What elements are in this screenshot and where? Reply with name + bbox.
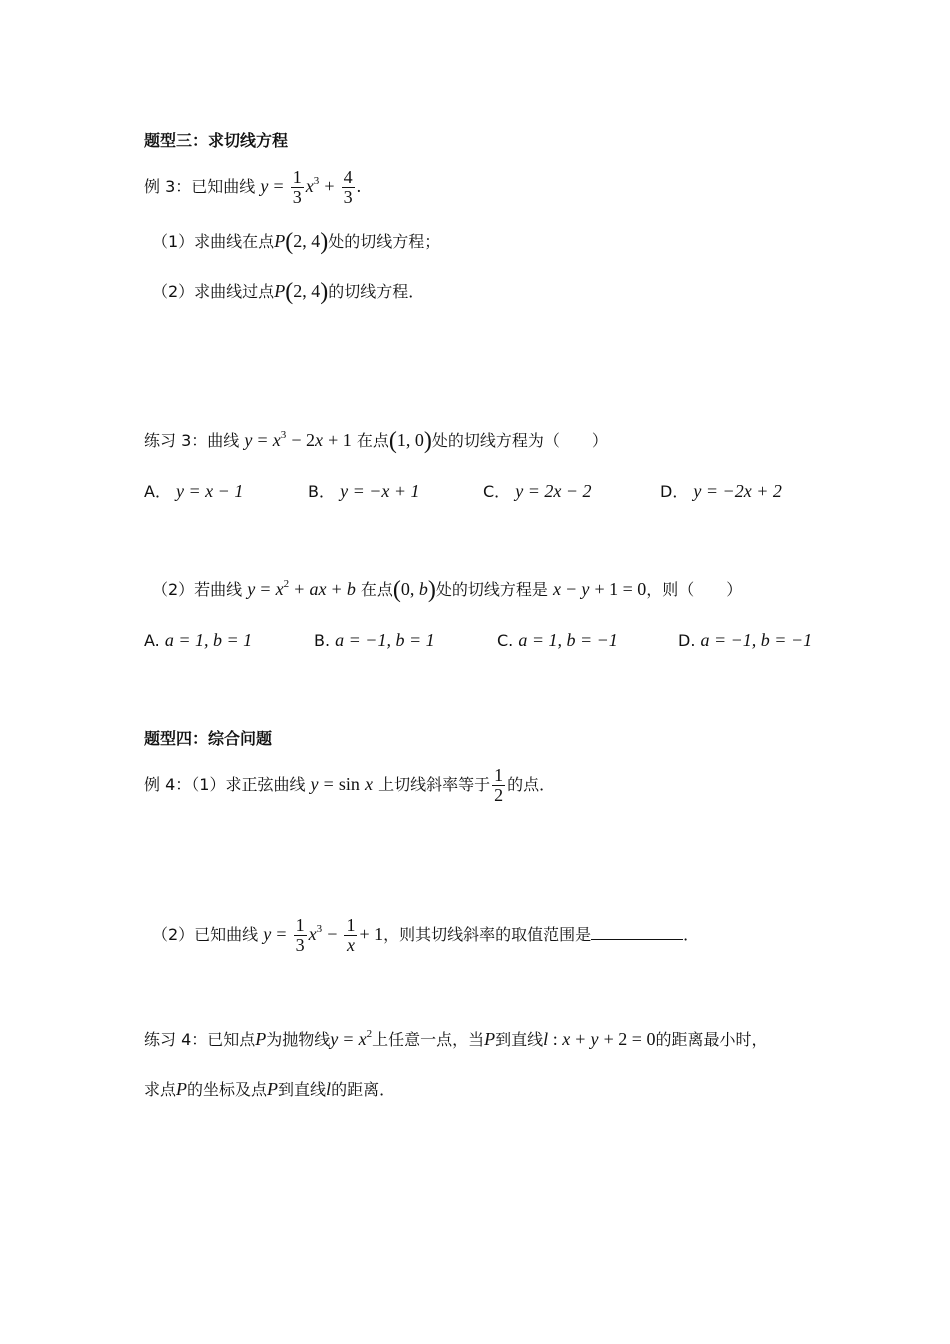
practice-4-line-2: 求点P的坐标及点P到直线l的距离． [144, 1079, 396, 1099]
fraction-one-third: $\frac{1}{3}$ [292, 167, 302, 207]
practice-4-line-1: 练习 4：已知点P为抛物线$y = x^2$上任意一点，当P到直线l : x + y + 2 = 0的距离最小时， [144, 1028, 768, 1049]
example-3-statement: 例 3：已知曲线 y = $\frac{1}{3}$ $x^3$ + $\frac{4}{3}$ . [144, 167, 362, 207]
example-4-part-1: 例 4：（1）求正弦曲线 y = sin x 上切线斜率等于 $\frac{1}{2}$ 的点． [144, 765, 556, 805]
fraction-one-over-x: $\frac{1}{x}$ [346, 915, 356, 955]
fraction-one-half: $\frac{1}{2}$ [494, 765, 504, 805]
fraction-one-third-b: $\frac{1}{3}$ [295, 915, 305, 955]
practice-3-part-2-option-b[interactable]: B. a = −1, b = 1 [314, 630, 435, 650]
section-4-title: 题型四：综合问题 [144, 729, 273, 748]
practice-3-option-a[interactable]: A． y = x − 1 [144, 481, 244, 501]
practice-3-part-2-option-d[interactable]: D. a = −1, b = −1 [678, 630, 813, 650]
fraction-four-thirds: $\frac{4}{3}$ [343, 167, 353, 207]
practice-3-part-2-option-c[interactable]: C. a = 1, b = −1 [497, 630, 618, 650]
practice-3-part-2-option-a[interactable]: A. a = 1, b = 1 [144, 630, 253, 650]
practice-3-part-2-statement: （2）若曲线 $y = x^2$ + ax + b 在点(0, b)处的切线方程是 x − y + 1 = 0，则（ ） [152, 577, 743, 603]
example-3-part-2: （2）求曲线过点P(2, 4)的切线方程． [152, 279, 425, 305]
practice-3-option-c[interactable]: C． y = 2x − 2 [483, 481, 592, 501]
practice-3-option-d[interactable]: D． y = −2x + 2 [660, 481, 782, 501]
example-4-part-2: （2）已知曲线 y = $\frac{1}{3}$ $x^3$ − $\frac{1}{x}$ + 1，则其切线斜率的取值范围是 ． [152, 915, 700, 955]
practice-3-option-b[interactable]: B． y = −x + 1 [308, 481, 420, 501]
practice-3-statement: 练习 3：曲线 $y = x^3 - 2x + 1$ 在点(1, 0)处的切线方程为（ ） [144, 428, 608, 454]
example-3-part-1: （1）求曲线在点P(2, 4)处的切线方程； [152, 229, 441, 255]
section-3-title: 题型三：求切线方程 [144, 131, 289, 150]
example-3-label: 例 3：已知曲线 [144, 176, 256, 196]
answer-blank[interactable] [591, 925, 683, 940]
